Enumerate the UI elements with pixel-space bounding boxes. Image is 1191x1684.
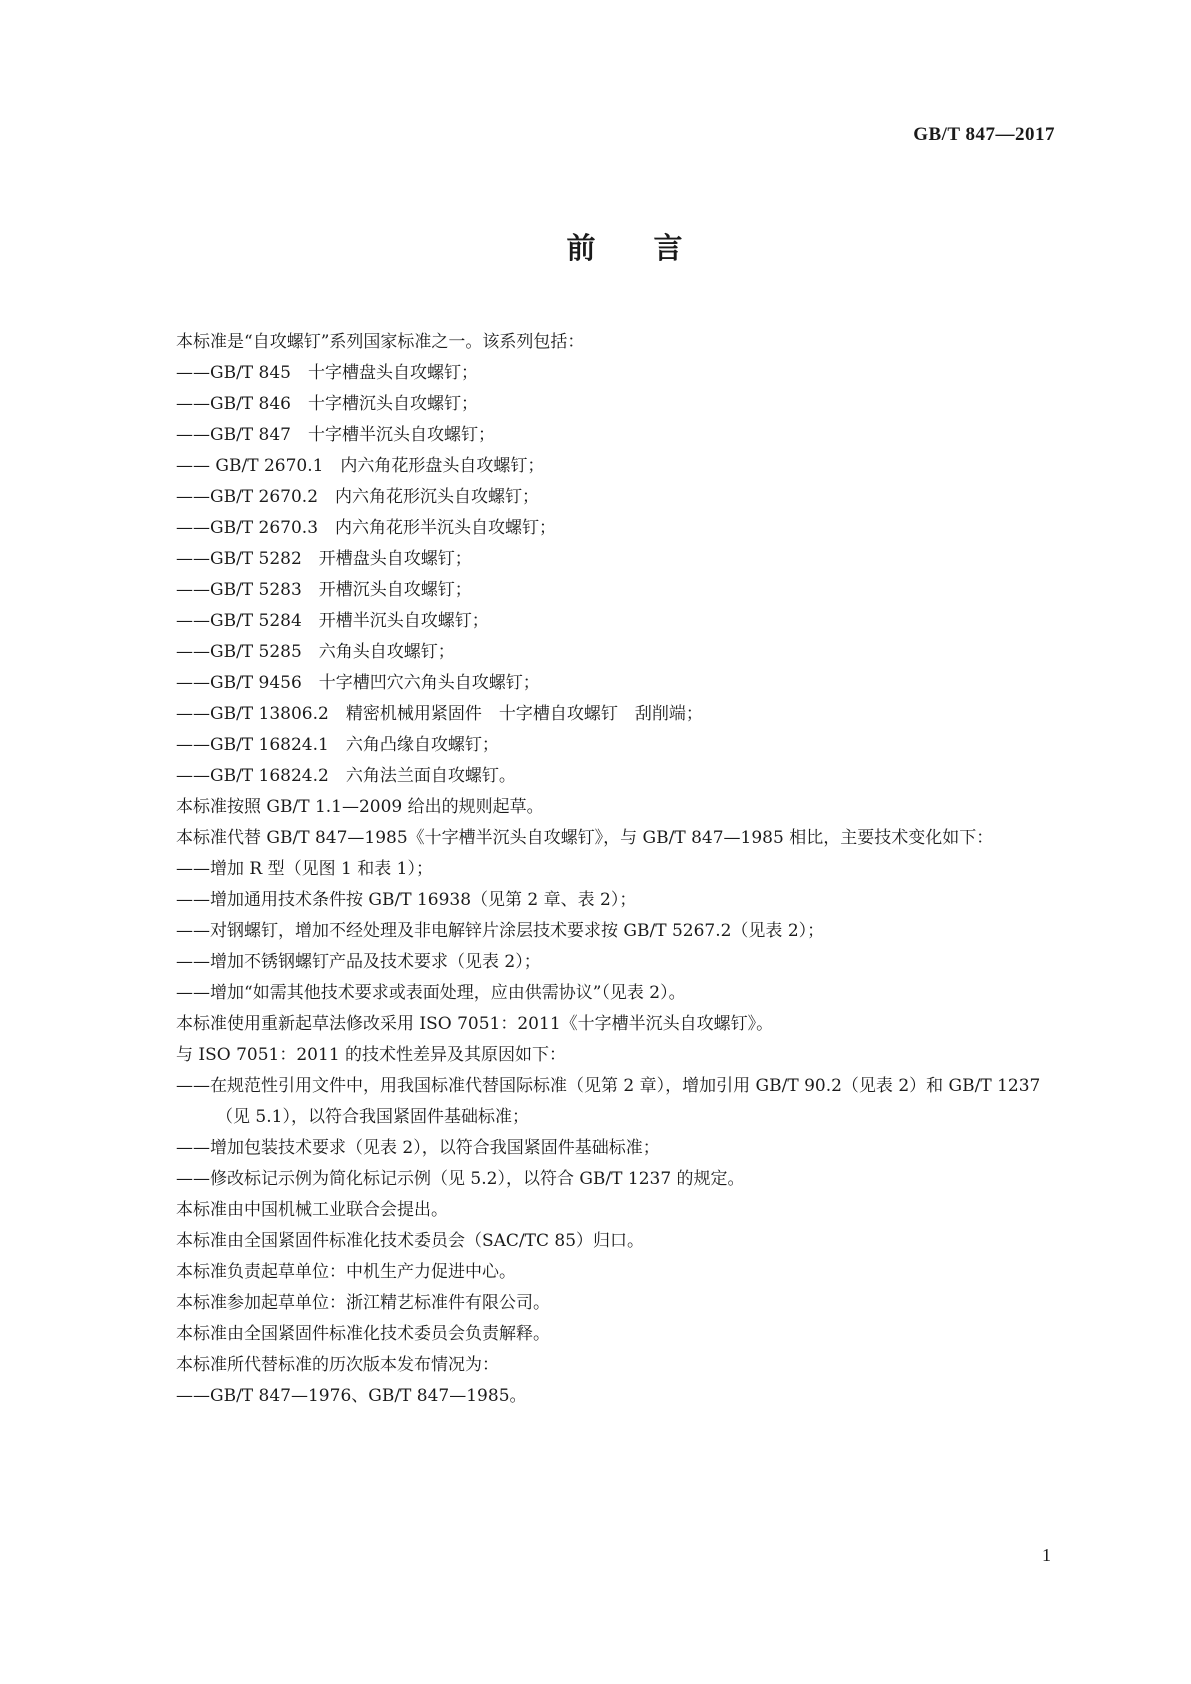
series-item: ——GB/T 9456 十字槽凹穴六角头自攻螺钉；: [176, 673, 540, 693]
series-item: ——GB/T 5284 开槽半沉头自攻螺钉；: [176, 611, 489, 631]
series-item: ——GB/T 846 十字槽沉头自攻螺钉；: [176, 394, 478, 414]
history-item: ——GB/T 847—1976、GB/T 847—1985。: [176, 1386, 527, 1406]
change-item: ——增加 R 型（见图 1 和表 1）；: [176, 859, 433, 879]
difference-item: ——在规范性引用文件中，用我国标准代替国际标准（见第 2 章），增加引用 GB/T 90.2（见表 2）和 GB/T 1237（见 5.1），以符合我国紧固件基础标准；: [176, 1076, 1041, 1127]
series-item: ——GB/T 16824.1 六角凸缘自攻螺钉；: [176, 735, 499, 755]
difference-item: ——修改标记示例为简化标记示例（见 5.2），以符合 GB/T 1237 的规定。: [176, 1169, 745, 1189]
series-item: ——GB/T 2670.3 内六角花形半沉头自攻螺钉；: [176, 518, 557, 538]
page-title: 前言: [566, 231, 741, 265]
series-item: —— GB/T 2670.1 内六角花形盘头自攻螺钉；: [176, 456, 545, 476]
history-intro-paragraph: 本标准所代替标准的历次版本发布情况为：: [176, 1355, 499, 1375]
page-number: 1: [1042, 1545, 1051, 1565]
change-item: ——对钢螺钉，增加不经处理及非电解锌片涂层技术要求按 GB/T 5267.2（见表 2）；: [176, 921, 825, 941]
series-item: ——GB/T 5282 开槽盘头自攻螺钉；: [176, 549, 472, 569]
series-item: ——GB/T 845 十字槽盘头自攻螺钉；: [176, 363, 478, 383]
participating-unit-paragraph: 本标准参加起草单位：浙江精艺标准件有限公司。: [176, 1293, 550, 1313]
interpretation-paragraph: 本标准由全国紧固件标准化技术委员会负责解释。: [176, 1324, 550, 1344]
managed-by-paragraph: 本标准由全国紧固件标准化技术委员会（SAC/TC 85）归口。: [176, 1231, 645, 1251]
change-item: ——增加“如需其他技术要求或表面处理，应由供需协议”（见表 2）。: [176, 983, 686, 1003]
proposed-by-paragraph: 本标准由中国机械工业联合会提出。: [176, 1200, 448, 1220]
series-item: ——GB/T 5285 六角头自攻螺钉；: [176, 642, 455, 662]
preface-body: [136, 327, 1070, 1412]
adoption-paragraph: 本标准使用重新起草法修改采用 ISO 7051：2011《十字槽半沉头自攻螺钉》。: [176, 1014, 774, 1034]
intro-paragraph: 本标准是“自攻螺钉”系列国家标准之一。该系列包括：: [176, 332, 585, 352]
change-item: ——增加不锈钢螺钉产品及技术要求（见表 2）；: [176, 952, 541, 972]
change-item: ——增加通用技术条件按 GB/T 16938（见第 2 章、表 2）；: [176, 890, 637, 910]
drafting-rule-paragraph: 本标准按照 GB/T 1.1—2009 给出的规则起草。: [176, 797, 544, 817]
series-item: ——GB/T 16824.2 六角法兰面自攻螺钉。: [176, 766, 516, 786]
series-item: ——GB/T 847 十字槽半沉头自攻螺钉；: [176, 425, 495, 445]
drafting-unit-paragraph: 本标准负责起草单位：中机生产力促进中心。: [176, 1262, 516, 1282]
difference-item: ——增加包装技术要求（见表 2），以符合我国紧固件基础标准；: [176, 1138, 660, 1158]
series-item: ——GB/T 2670.2 内六角花形沉头自攻螺钉；: [176, 487, 540, 507]
series-item: ——GB/T 13806.2 精密机械用紧固件 十字槽自攻螺钉 刮削端；: [176, 704, 703, 724]
differences-intro-paragraph: 与 ISO 7051：2011 的技术性差异及其原因如下：: [176, 1045, 567, 1065]
series-item: ——GB/T 5283 开槽沉头自攻螺钉；: [176, 580, 472, 600]
replaces-paragraph: 本标准代替 GB/T 847—1985《十字槽半沉头自攻螺钉》，与 GB/T 847—1985 相比，主要技术变化如下：: [176, 828, 994, 848]
standard-code: GB/T 847—2017: [913, 124, 1055, 145]
